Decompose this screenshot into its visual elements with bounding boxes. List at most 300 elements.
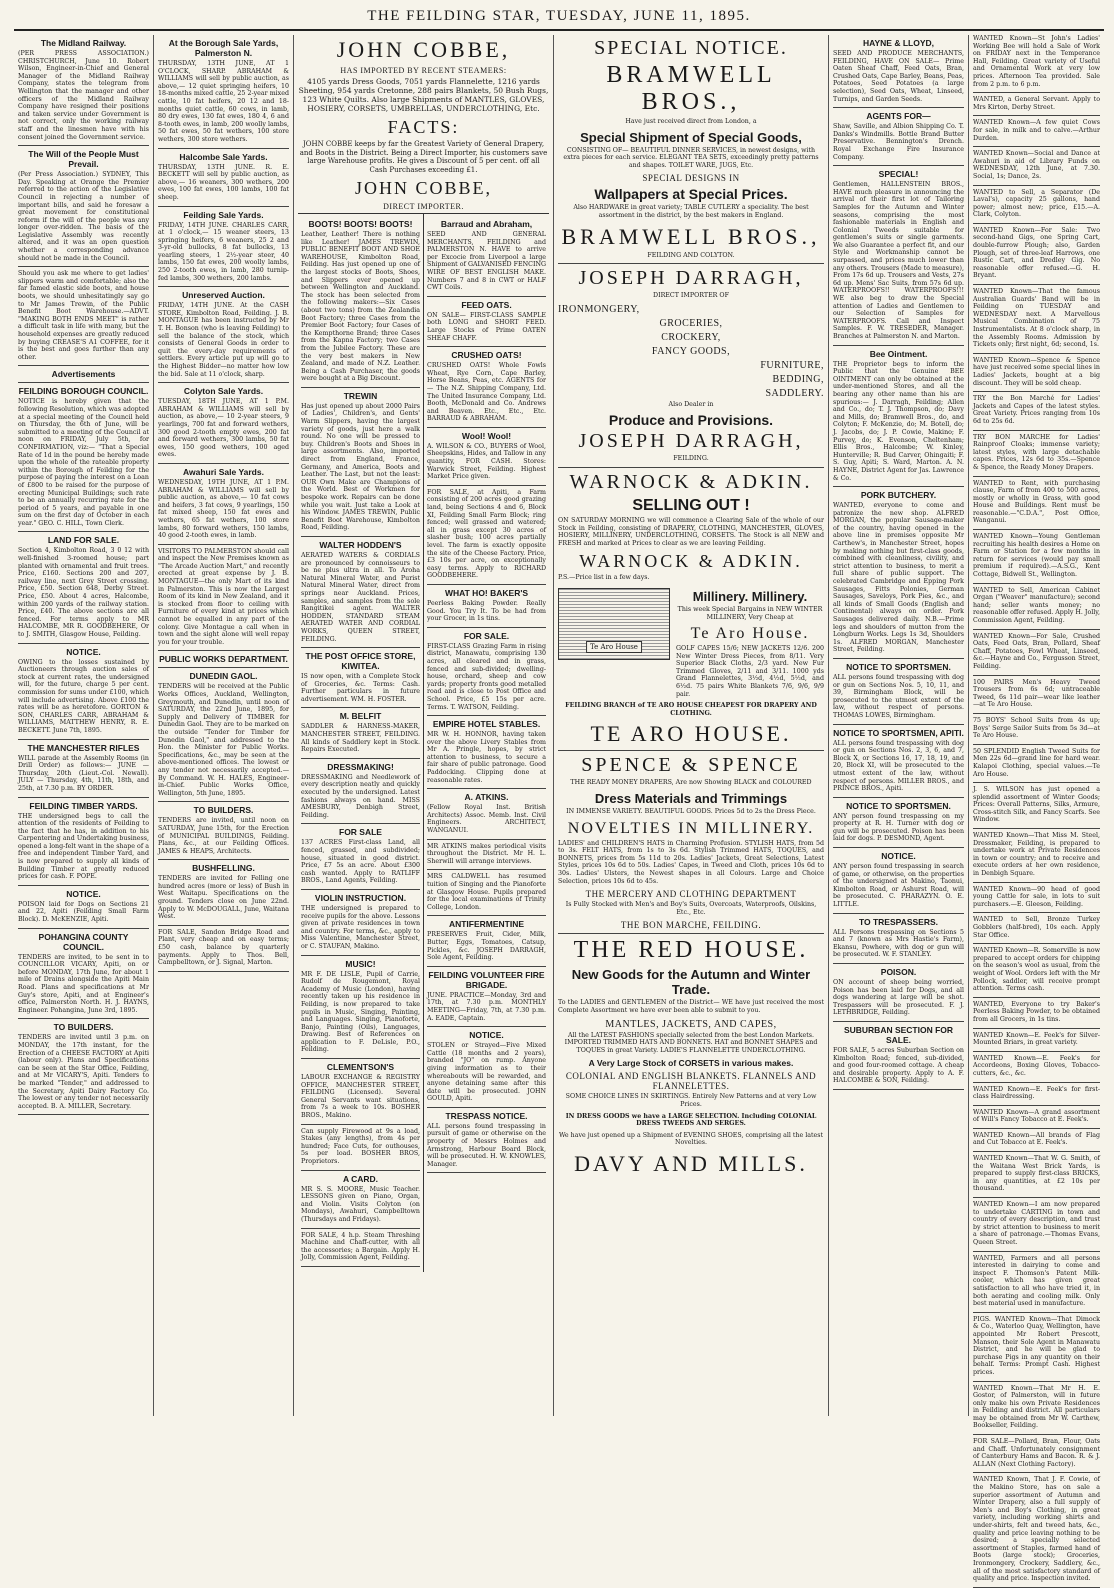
rule — [158, 148, 289, 149]
rule — [973, 1051, 1100, 1052]
wanted-ad: 50 SPLENDID English Tweed Suits for Men 22s 6d—grand line for hard wear. Kalapoi Clothing, special values.—Te Aro House. — [973, 747, 1100, 778]
ad-text: IS now open, with a Complete Stock of Groceries, &c. Terms: Cash. Further particulars in future advertisement. WM. H. FOSTER. — [301, 673, 420, 703]
ad-text: Gentlemen, HALLENSTEIN BROS., HAVE much pleasure in announcing the arrival of their first lot of Tailoring Samples for the Autumn and Winter seasons, comprising the most fashionable materials in English and Colonial Tweeds suitable for gentlemen's suits or single garments. We also Guarantee a perfect fit, and our Style and Workmanship cannot be surpassed, and prices much lower than any others. Trousers (Made to measure), From 17s 6d up. Trousers and Vests, 27s 6d up. Mens' Sac Suits, from 57s 6d up. WATERPROOFS!! WATERPROOFS!!! WE also beg to draw the Special attention of Ladies and Gentlemen to our Selection of Samples for WATERPROOFS. Call and Inspect Samples. F. W. TRESEDER, Manager. Branches at Palmerston N. and Marton. — [833, 181, 964, 340]
ad-heading: FEED OATS. — [461, 299, 512, 310]
ad-text: ANY person found trespassing on my property at R. H. Turner with dog or gun will be prosecuted. Poison has been laid for dogs. P. DESMOND, Agent. — [833, 812, 964, 843]
bramwell-shipment: Special Shipment of Special Goods, — [580, 129, 802, 145]
millinery-heading: Millinery. Millinery. — [692, 588, 808, 604]
ad-text: WANTED, everyone to come and patronize the new shop. ALFRED MORGAN, the popular Sausage-maker of the country, having opened in the above line in premises opposite Mr Carthew's, in Manchester Street, hopes by making nothing but first-class goods, combined with cleanliness, civility, and strict attention to business, to merit a full share of public support. The celebrated Cambridge and Epping Pork Sausages, Fitts Polonies, German Sausages, Saveloys, Pork Pies, &c., and all kinds of Small Goods (English and Continental) always on order. Pork Sausages delivered daily. N.B.—Prime legs and shoulders of mutton from the Longburn Works. Legs 1s 3d, Shoulders 1s. ALFRED MORGAN, Manchester Street, Feilding. — [833, 502, 964, 654]
wanted-ad: WANTED to Sell, American Cabinet Organ ("Weaver" manufacture); second hand; seller wants money; no reasonable offer refused. Apply H. Jolly, Commission Agent, Feilding. — [973, 586, 1100, 624]
rule — [158, 667, 289, 668]
ad-heading: Awahuri Sale Yards. — [183, 466, 264, 477]
wanted-ad: WANTED, Everyone to try Baker's Peerless Baking Powder, to be obtained from all Grocers, in 1s tins. — [973, 1000, 1100, 1023]
column-6 — [969, 35, 1104, 1583]
wanted-ad: WANTED Known—For Sale: Two second-hand Gigs, one Spring Cart, double-furrow Plough; also, Garden Plough, set of three-leaf Harrows, one Rustic Cart, and Dredley Gig. No reasonable offer refused.—G. H. Bryant. — [973, 226, 1100, 280]
wanted-ad: WANTED to Sell, Bronze Turkey Gobblers (half-bred), 10s each. Apply Star Office. — [973, 916, 1100, 939]
rule — [973, 1105, 1100, 1106]
dress-heading: Dress Materials and Trimmings — [594, 791, 788, 807]
rule — [427, 788, 546, 789]
ad-heading: Unreserved Auction. — [182, 290, 265, 301]
rule — [973, 782, 1100, 783]
ad-heading: TREWIN — [343, 390, 378, 401]
rule — [158, 650, 289, 651]
bramwell-hardware: Also HARDWARE in great variety; TABLE CUTLERY a speciality. The best assortment in the district, by the best makers in England. — [573, 204, 809, 219]
rule — [18, 382, 149, 383]
rule — [158, 925, 289, 926]
bramwell-title-2: BRAMWELL BROS., — [561, 223, 821, 249]
ad-heading: FEILDING VOLUNTEER FIRE BRIGADE. — [428, 969, 545, 990]
wanted-ad: WANTED Known—For Sale, Crushed Oats, Feed Oats, Bran, Pollard, Sheaf Chaff, Potatoes, Fowl Wheat, Linseed, &c.—Hayne and Co., Fergusson Street, Feilding. — [973, 632, 1100, 670]
darragh-item: BEDDING, — [772, 373, 824, 385]
ad-text: ALL persons found trespassing with dog or gun on Sections Nos. 5, 10, 11, and 39, Birmingham Block, will be prosecuted to the utmost extent of the law, without respect of persons. THOMAS LOWES, Birmingham. — [833, 673, 964, 719]
rule — [18, 1114, 149, 1115]
te-aro-house-title: Te Aro House. — [690, 625, 810, 643]
rule — [973, 828, 1100, 829]
rule — [973, 1151, 1100, 1152]
darragh-item: IRONMONGERY, — [558, 303, 640, 315]
ad-text: WILL parade at the Assembly Rooms (in Drill Order) as follows:— JUNE — Thursday, 20th (Lieut.-Col. Newall). JULY — Thursday, 4th, 11th, 18th, and 25th, at 7.30 p.m. BY ORDER. — [18, 754, 149, 792]
column-2 — [154, 35, 294, 1416]
engraving-caption: Te Aro House — [586, 641, 642, 653]
spence-title: SPENCE & SPENCE — [581, 754, 801, 777]
wanted-ad: WANTED Known—90 head of good young Cattle for sale, in lots to suit purchasers.—E. Gleeson, Feilding. — [973, 885, 1100, 908]
ad-text: (Per Press Association.) SYDNEY, This Day. Speaking at Orange the Premier referred to the action of the Legislative Council in rejecting a number of important bills, and said he foresaw a great movement for constitutional reform if the will of the people was any longer over-ridden. The basis of the Legislative Assembly was recently altered, and it was an open question whether a corresponding advance should not be made in the Council. — [18, 171, 149, 262]
rule — [833, 1021, 964, 1022]
ad-heading: WALTER HODDEN'S — [319, 539, 402, 550]
ad-text: CRUSHED OATS! Whole Fowls Wheat, Rye Corn, Cape Barley, Horse Beans, Peas, etc. AGENTS for— The N.Z. Shipping Company, Ltd. The United Insurance Company, Ltd. Booth, McDonald and Co. Andrews and Beaven. Etc., Etc., Etc. BARRAUD & ABRAHAM. — [427, 362, 546, 423]
bon-marche: THE BON MARCHE, FEILDING. — [620, 920, 762, 931]
rule — [833, 724, 964, 725]
wanted-ad: WANTED Known—All brands of Flag and Cut Tobacco at E. Feek's. — [973, 1131, 1100, 1147]
rule — [18, 885, 149, 886]
wanted-ad: J. S. WILSON has just opened a splendid assortment of Winter Goods; Prices: Overall Patterns, Silks, Armure, Cross-stitch Silk, and Fancy Scarfs. See Window. — [973, 786, 1100, 824]
rule — [973, 529, 1100, 530]
ad-heading: VIOLIN INSTRUCTION. — [314, 892, 407, 903]
dress-goods-line: IN DRESS GOODS we have a LARGE SELECTION. Including COLONIAL DRESS TWEEDS AND SERGES. — [565, 1112, 817, 1128]
davy-mills-title: DAVY AND MILLS. — [574, 1150, 808, 1176]
ad-heading: WHAT HO! BAKER'S — [444, 587, 529, 598]
column-4 — [554, 35, 829, 1416]
wanted-ad: TRY BON MARCHE for Ladies' Rainproof Cloaks; immense variety; latest styles, with large detachable capes. Prices, 12s 6d to 35s.—Spence & Spence, the Ready Money Drapers. — [973, 433, 1100, 471]
wanted-ad: WANTED, a General Servant. Apply to Mrs Kirton, Derby Street. — [973, 96, 1100, 111]
rule — [301, 387, 420, 388]
skirtings-line: SOME CHOICE LINES IN SKIRTINGS. Entirely New Patterns and at very Low Prices. — [565, 1093, 817, 1108]
novelties-heading: NOVELTIES IN MILLINERY. — [567, 819, 815, 837]
ad-heading: FOR SALE. — [463, 630, 510, 641]
rule — [301, 1124, 420, 1125]
ad-heading: CRUSHED OATS! — [451, 350, 522, 361]
ad-heading: Feilding Sale Yards. — [183, 209, 264, 220]
wanted-ad: WANTED, Farmers and all persons interested in dairying to come and inspect F. Thomson's Patent Milk-cooler, which has given great satisfaction to all who have tried it, in both aerating and cooling milk. Only best material used in manufacture. — [973, 1254, 1100, 1308]
ad-heading: Colyton Sale Yards. — [183, 386, 264, 397]
cobbe-subtitle-2: DIRECT IMPORTER. — [383, 202, 464, 211]
wanted-ad: WANTED to Rent, with purchasing clause, Farm of from 400 to 500 acres, mostly or wholly in Grass, with good House and Buildings. Rent must be reasonable.—"C.D.A.", Post Office, Wanganui. — [973, 479, 1100, 525]
ad-heading: Halcombe Sale Yards. — [179, 151, 268, 162]
ad-text: FOR SALE, 4 h.p. Steam Threshing Machine and Chaff-cutter, with all the accessories; a Bargain. Apply H. Jolly, Commission Agent, Feilding. — [301, 1231, 420, 1262]
rule — [427, 1172, 546, 1173]
wanted-ad: PIGS. WANTED Known—That Dimock & Co., Waterloo Quay, Wellington, have appointed Mr Robert Prescott, Manson, their Sole Agent in Manawatu District, and he will be glad to purchase Pigs in any quantity on their behalf. Terms: Prompt Cash. Highest prices. — [973, 1315, 1100, 1376]
ad-text: TUESDAY, 18TH JUNE, AT 1 P.M. ABRAHAM & WILLIAMS will sell by auction, as above,— 10 2-year steers, 9 yearlings, 700 fat and forward wethers, 300 good 2-tooth empty ewes, 200 fat and forward wethers, 300 lambs, 50 fat ewes, 150 good wethers, 100 aged ewes. — [158, 398, 289, 459]
ad-text: THE undersigned is prepared to receive pupils for the above. Lessons given at private residences in town and country. For terms, &c., apply to Miss Valentine, Manchester Street, or C. STAUFAN, Makino. — [301, 904, 420, 950]
cobbe-subtitle: HAS IMPORTED BY RECENT STEAMERS: — [340, 66, 507, 75]
ad-heading: CLEMENTSON'S — [326, 1062, 395, 1073]
rule — [973, 744, 1100, 745]
column-1 — [14, 35, 154, 1416]
rule — [973, 1197, 1100, 1198]
rule — [301, 758, 420, 759]
bramwell-locations: FEILDING AND COLYTON. — [647, 251, 735, 259]
ad-heading: TO TRESPASSERS. — [858, 916, 939, 927]
corsets-line: A Very Large Stock of CORSETS in various makes. — [588, 1058, 794, 1069]
rule — [427, 839, 546, 840]
ad-heading: TRESPASS NOTICE. — [445, 1110, 528, 1121]
red-house-text: To the LADIES and GENTLEMEN of the District— WE have just received the most Complete Assortment we have ever been able to submit to you. — [558, 999, 824, 1014]
rule — [427, 966, 546, 967]
millinery-text: This week Special Bargains in NEW WINTER MILLINERY, Very Cheap at — [677, 605, 823, 621]
ad-text: THE Proprietor begs to inform the Public that the Genuine BEE OINTMENT can only be obtained at the under-mentioned Stores, and all the bearing any other name than his are spurious:— J. Darragh, Feilding; Allen and Co., do; T. J. Thompson, do; Davy and Mills, do; Bramwell Bros., do, and Colyton; F. McKenzie, do; M. Botell, do; J. Jacobs, do; J. P. Cowie, Makino; F. Purvey, do; K. Evenson, Cheltenham; Ellis Bros., Halcombe; W. Kinley, Hunterville; R. Bud Carver, Ohingaiti; F. S. Guy, Apiti; S. Ward, Marton. A. N. HAYNE, District Agent for Jas. Lawrence & Co. — [833, 360, 964, 482]
rule — [301, 536, 420, 537]
rule — [973, 1028, 1100, 1029]
mantles-heading: MANTLES, JACKETS, AND CAPES, — [605, 1018, 777, 1030]
rule — [833, 847, 964, 848]
ad-heading: ANTIFERMENTINE — [448, 919, 525, 930]
rule — [301, 1228, 420, 1229]
rule — [833, 913, 964, 914]
ad-heading: Advertisements — [51, 369, 116, 380]
rule — [833, 107, 964, 108]
rule — [558, 263, 824, 264]
rule — [973, 92, 1100, 93]
column-3 — [294, 35, 554, 1416]
darragh-title-2: JOSEPH DARRAGH, — [578, 430, 804, 453]
ad-heading: TO BUILDERS. — [53, 1022, 114, 1033]
mercery-text: Is Fully Stocked with Men's and Boy's Suits, Overcoats, Waterproofs, Oilskins, Etc., Etc. — [565, 901, 817, 916]
wanted-ad: WANTED Known—E. Feek's for Silver-Mounted Briars, in great variety. — [973, 1031, 1100, 1047]
ad-heading: SUBURBAN SECTION FOR SALE. — [843, 1024, 954, 1045]
ad-text: PRESERVES Fruit, Cider, Milk, Butter, Eggs, Tomatoes, Catsup, Pickles, &c. JOSEPH DARRAGH, Sole Agent, Feilding. — [427, 931, 546, 962]
ad-text: ALL Persons trespassing on Sections 5 and 7 (known as Mrs Hastie's Farm), Ekansu, Powhere, with dog or gun will be prosecuted. W. F. STANLEY. — [833, 928, 964, 959]
rule — [301, 1266, 420, 1267]
ad-text: FRIDAY, 14TH JUNE. At the CASH STORE, Kimbolton Road, Feilding. J. B. MONTAGUE has been instructed by Mr T. H. Bonson (who is leaving Feilding) to sell the balance of the stock, which consists of General Goods in order to quit the every-day requirements of settlers. Every article put up will go to the Highest Bidder—no matter how low the bid. Sale at 11 o'clock, sharp. — [158, 302, 289, 378]
rule — [973, 476, 1100, 477]
wanted-ad: WANTED Known—R. Somerville is now prepared to accept orders for chipping on the season's wool as usual, from the weight of Wool. Orders left with the Mr Pollock, saddler, will receive prompt attention. Terms cash. — [973, 947, 1100, 993]
te-aro-house-engraving — [558, 588, 670, 660]
rule — [833, 486, 964, 487]
te-aro-block — [558, 586, 824, 702]
ad-text: SADDLER & HARNESS-MAKER, MANCHESTER STREET, FEILDING. All kinds of Saddlery kept in Stock. Repairs Executed. — [301, 723, 420, 754]
rule — [18, 531, 149, 532]
ad-text: MR F. DE LISLE, Pupil of Carrie, Rudolf de Rougemont, Royal Academy of Music (London), having recently taken up his residence in Feilding, is now prepared to take pupils in Music, Singing, Painting, and Languages. Singing, Pianoforte, Banjo, Painting (Oils), Languages, Drawing. Best of References on application to F. DeLisle, P.O., Feilding. — [301, 970, 420, 1054]
rule — [158, 206, 289, 207]
rule — [973, 713, 1100, 714]
rule — [18, 365, 149, 366]
masthead: THE FEILDING STAR, TUESDAY, JUNE 11, 1895. — [14, 6, 1104, 31]
rule — [973, 353, 1100, 354]
rule — [973, 1381, 1100, 1382]
rule — [18, 145, 149, 146]
ad-heading: FOR SALE — [339, 827, 382, 838]
ad-text: ANY person found trespassing in search of game, or otherwise, on the properties of the undersigned at Makino, Taonui, Kimbolton Road, or Ashurst Road, will be prosecuted. C. PHARAZYN. O. E. LITTLE. — [833, 863, 964, 909]
ad-text: WEDNESDAY, 19TH JUNE, AT 1 P.M. ABRAHAM & WILLIAMS will sell by public auction, as above,— 10 fat cows and heifers, 3 fat cows, 9 yearlings, 150 fat mixed sheep, 150 fat ewes and wethers, 65 fat wethers, 100 store lambs, 80 forward wethers, 150 lambs, 40 good 2-tooth ewes, in lamb. — [158, 478, 289, 540]
rule — [973, 629, 1100, 630]
column-3-split — [298, 213, 549, 1272]
ad-text: AERATED WATERS & CORDIALS are pronounced by connoisseurs to be ne plus ultra in all. To Aroha Natural Mineral Water, and Purist Natural Mineral Water, direct from springs near Auckland. Prices, samples, and samples from the sole Rangitikei agent. WALTER HODDEN, STANDARD STEAM AERATED WATER AND CORDIAL WORKS, QUEEN STREET, FEILDING. — [301, 551, 420, 643]
ad-text: JUNE. PRACTICE—Monday, 3rd and 17th, at 7.30 p.m. MONTHLY MEETING—Friday, 7th, at 7.30 p.m. A. EADE, Captain. — [427, 991, 546, 1022]
rule — [301, 823, 420, 824]
rule — [973, 284, 1100, 285]
ad-text: FOR SALE, 5 acres Suburban Section on Kimbolton Road; fenced, sub-divided, and good four-roomed cottage. A cheap and desirable property. Apply to A. F. HALCOMBE & SON, Feilding. — [833, 1046, 964, 1085]
ad-text: Should you ask me where to get ladies' slippers warm and comfortable; also the far famed elastic side boots, and house boots, we should unhesitatingly say go to Mr James Trewin, of the Public Benefit Boot Warehouse.—ADVT. "MAKING BOTH ENDS MEET" is rather a difficult task in life with many, but the household expenses are greatly reduced by buying CREASE'S A1 COFFEE, for it is the best and goes further than any other. — [18, 270, 149, 361]
rule — [18, 266, 149, 267]
darragh-item: SADDLERY. — [765, 387, 824, 399]
rule — [973, 185, 1100, 186]
rule — [558, 750, 824, 751]
ad-text: Has just opened up about 2000 Pairs of Ladies', Children's, and Gents' Warm Slippers, having the largest variety of goods, just here a walk round. No one will be pressed to buy. Children's Boots and Shoes in large assortments. Also, imported direct from England, France, Germany, and America, Boots and Leather. The Last, but not the least: OUR Own Make are Champions of the World. Best of Workmen for bespoke work. Repairs can be done while you wait. Just take a Look at his Window. JAMES TREWIN, Public Benefit Boot Warehouse, Kimbolton Road, Feilding. — [301, 402, 420, 532]
ad-heading: NOTICE. — [881, 851, 916, 862]
ad-text: MR ATKINS makes periodical visits throughout the District. Mr H. L. Sherwill will arrange interviews. — [427, 842, 546, 865]
wanted-ad: WANTED Known—A few quiet Cows for sale, in milk and to calve.—Arthur Durden. — [973, 119, 1100, 142]
cobbe-items: 4105 yards Dress Goods, 7051 yards Flannelette, 1216 yards Sheeting, 954 yards Cretonne, 288 pairs Blankets, 50 Bush Rugs, 123 White Quilts. Also large Shipments of MANTLES, GLOVES, HOSIERY, CORSETS, UMBRELLAS, UNDERCLOTHING, Etc. — [298, 77, 549, 113]
ad-heading: TO BUILDERS. — [193, 805, 254, 816]
darragh-item: FANCY GOODS, — [651, 345, 731, 357]
ad-text: MR W. H. HONNOR, having taken over the above Livery Stables from Mr A. Pringle, hopes, by strict attention to business, to secure a fair share of public patronage. Good Paddocking. Clipping done at reasonable rates. — [427, 731, 546, 784]
ad-heading: SPECIAL! — [878, 169, 919, 180]
columns — [14, 31, 1104, 1583]
ad-text: TENDERS are invited, to be sent in to COUNCILLOR VICARY, Apiti, on or before MONDAY, 17th June, for about 1 mile of Drains alongside the Apiti Main Road. Plans and specifications at Mr Guy's store, Apiti, and at Engineer's office, Palmerston North. H. J. HAYNS, Engineer. Pohangina, June 3rd, 1895. — [18, 953, 149, 1014]
column-5 — [829, 35, 969, 1416]
mercery-heading: THE MERCERY AND CLOTHING DEPARTMENT — [585, 889, 797, 900]
rule — [973, 1251, 1100, 1252]
wanted-ad: WANTED Known, That J. F. Cowie, of the Makino Store, has on sale a superior assortment of Autumn and Winter Drapery, also a full supply of Men's and Boy's Clothing, in great variety, including working shirts and under-shirts, felt and tweed hats, &c., quality and price leaving nothing to be desired; a specially selected assortment of Staples, farmed hand of Boots (large stock); Groceries, Ironmongery, Crockery, Saddlery, &c., all of the most satisfactory standard of quality and price. Inspection invited. — [973, 1476, 1100, 1583]
rule — [158, 859, 289, 860]
rule — [427, 296, 546, 297]
rule — [973, 146, 1100, 147]
rule — [833, 345, 964, 346]
warnock-text: ON SATURDAY MORNING we will commence a Clearing Sale of the whole of our Stock in Feilding, consisting of DRAPERY, CLOTHING, MANCHESTER, GLOVES, HOSIERY, MILLINERY, UNDERCLOTHING, CORSETS. The Stock is all NEW and FRESH and marked at Prices to clear as we are leaving Feilding. — [558, 516, 824, 547]
wanted-ad: WANTED Known—Social and Dance at Awahuri in aid of Library Funds on WEDNESDAY, 12th June, at 7.30. Social, 1s; Dance, 2s. — [973, 150, 1100, 180]
feilding-branch: FEILDING BRANCH of TE ARO HOUSE CHEAPEST FOR DRAPERY AND CLOTHING. — [565, 702, 817, 717]
rule — [427, 584, 546, 585]
rule — [427, 1107, 546, 1108]
bramwell-goods: CONSISTING OF— BEAUTIFUL DINNER SERVICES, in newest designs, with extra pieces for each service. ELEGANT TEA SETS, exceedingly pretty patterns and shapes. TOILET WARE, JUGS, Etc. — [563, 146, 819, 169]
wanted-ad: WANTED Known—That the famous Australian Guards' Band will be in Feilding on TUESDAY and WEDNESDAY next. A Marvellous Musical Combination of 75 Instrumentalists. At 8 o'clock sharp, in the Assembly Rooms. Admission by Tickets only; first night, 6d; second, 1s. — [973, 288, 1100, 349]
wanted-ad: WANTED Known—That Miss M. Steel, Dressmaker, Feilding, is prepared to undertake work at Private Residences in town or country; and to receive and execute orders at her own residence, in Denbigh Square. — [973, 832, 1100, 878]
rule — [18, 1018, 149, 1019]
rule — [158, 463, 289, 464]
colonial-line: COLONIAL AND ENGLISH BLANKETS. FLANNELS AND FLANNELETTES. — [565, 1071, 817, 1092]
ad-text: THURSDAY, 13TH JUNE. R. E. BECKETT will sell by public auction, as above,— 16 weaners, 300 wethers, 200 ewes, 100 fat ewes, 100 lambs, 100 fat sheep. — [158, 163, 289, 201]
wanted-ad: 75 BOYS' School Suits from 4s up; Boys' Serge Sailor Suits from 5s 3d—at Te Aro House. — [973, 716, 1100, 740]
new-goods-heading: New Goods for the Autumn and Winter Trade. — [571, 967, 811, 998]
ad-heading: FEILDING TIMBER YARDS. — [29, 800, 138, 811]
wallpapers-heading: Wallpapers at Special Prices. — [594, 186, 788, 203]
ad-heading: Wool! Wool! — [461, 430, 512, 441]
ad-heading: NOTICE. — [469, 1030, 504, 1041]
ad-heading: A. ATKINS. — [464, 792, 509, 803]
ad-text: SEED AND PRODUCE MERCHANTS, FEILDING, HAVE ON SALE— Prime Oaten Sheaf Chaff, Feed Oats, Bran, Crushed Oats, Cape Barley, Beans, Peas, Potatoes, Seed Potatoes (a large selection), Seed Oats, Wheat, Linseed, Turnips, and Garden Seeds. — [833, 50, 964, 103]
cobbe-title-2: JOHN COBBE, — [354, 178, 492, 198]
ad-heading: POHANGINA COUNTY COUNCIL. — [38, 931, 129, 952]
rule — [301, 955, 420, 956]
wanted-ad: WANTED to Sell, a Separator (De Laval's), capacity 25 gallons, hand power; almost new; price, £15.—A. Clark, Colyton. — [973, 188, 1100, 219]
rule — [973, 115, 1100, 116]
rule — [18, 739, 149, 740]
rule — [158, 971, 289, 972]
rule — [973, 430, 1100, 431]
wanted-ad: TRY the Bon Marché for Ladies' Jackets and Capes of the latest styles. Great Variety. Prices ranging from 10s 6d to 25s 6d. — [973, 395, 1100, 425]
rule — [427, 427, 546, 428]
rule — [427, 869, 546, 870]
rule — [973, 1472, 1100, 1473]
ad-heading: NOTICE. — [66, 888, 101, 899]
rule — [833, 963, 964, 964]
column-3-left — [298, 214, 424, 1272]
rule — [973, 943, 1100, 944]
ad-heading: Barraud and Abraham, — [440, 219, 533, 229]
ad-text: THE undersigned begs to call the attention of the residents of Feilding to the fact that he has, in addition to his Carpentering and Undertaking business, opened a long-felt want in the shape of a free and independent Timber Yard, and is now prepared to supply all kinds of Building Timber at greatly reduced prices for cash. F. POPE. — [18, 812, 149, 881]
rule — [158, 544, 289, 545]
special-designs: SPECIAL DESIGNS IN — [642, 173, 740, 184]
ad-heading: Bee Ointment. — [869, 348, 928, 359]
darragh-also: Also Dealer in — [668, 400, 714, 408]
facts-text: JOHN COBBE keeps by far the Greatest Variety of General Drapery, and Boots in the District. Being a Direct Importer, his customers save large Warehouse profits. He gives a Discount of 5 per cent. off all Cash Purchases exceeding £1. — [299, 140, 548, 174]
column-3-right — [424, 214, 549, 1272]
ad-text: FOR SALE, at Apiti, a Farm consisting of 200 acres good grazing land, being Sections 4 and 6, Block XI, Feilding Small Farm Block; ring fenced; well grassed and watered; all in grass except 30 acres of slasher bush; 100 acres partially level. The farm is exactly opposite the site of the Cheese Factory. Price, £3 10s per acre, on exceptionally easy terms. Apply to RICHARD GOODBEHERE. — [427, 488, 546, 580]
ad-text: SEED AND GENERAL MERCHANTS, FEILDING and PALMERSTON N. HAVE to arrive per Excocie from Liverpool a large Shipment of GALVANISED FENCING WIRE OF BEST ENGLISH MAKE. Numbers 7 and 8 in CWT or HALF CWT Coils. — [427, 231, 546, 292]
warnock-title-2: WARNOCK & ADKIN. — [579, 551, 803, 572]
ad-text: NOTICE is hereby given that the following Resolution, which was adopted at a special meeting of the Council held on Thursday, the 6th of June, will be submitted to a meeting of the Council at noon on FRIDAY, July 5th, for CONFIRMATION, viz:— "That a Special Rate of 1d in the pound be hereby made upon the whole of the rateable property within the Borough of Feilding for the purpose of paying the interest on a Loan of £800 to be raised for the purpose of erecting Municipal Buildings; such rate to be an annually recurring rate for the period of 5 years, and payable in one sum on the first day of October in each year." GEO. C. HILL, Town Clerk. — [18, 398, 149, 527]
rule — [833, 165, 964, 166]
rule — [301, 889, 420, 890]
rule — [973, 1082, 1100, 1083]
wanted-ad: WANTED Known—That Mr H. E. Gostor, of Palmerston, will in future only make his own Private Residences in Feilding and district. All particulars may be obtained from Mr W. Carthew, Bookseller, Feilding. — [973, 1384, 1100, 1430]
rule — [427, 627, 546, 628]
ad-heading: The Midland Railway. — [40, 38, 127, 48]
darragh-item: GROCERIES, — [659, 317, 723, 329]
ad-heading: At the Borough Sale Yards, Palmerston N. — [168, 38, 279, 58]
ad-text: TENDERS are invited until 3 p.m. on MONDAY, the 17th instant, for the Erection of a CHEESE FACTORY at Apiti (labour only). Plans and Specifications can be seen at the Star Office, Feilding, and at Mr VICARY'S, Apiti. Tenders to be marked "Tender," and addressed to the Secretary, Apiti Dairy Factory Co. The lowest or any tender not necessarily accepted. B. A. MILLER, Secretary. — [18, 1034, 149, 1110]
ad-text: DRESSMAKING and Needlework of every description neatly and quickly executed by the undersigned. Latest fashions always on hand. MISS AMESBURY, Denbigh Street, Feilding. — [301, 773, 420, 819]
darragh-items — [558, 304, 824, 399]
ad-heading: MUSIC! — [345, 958, 376, 969]
ad-text: TENDERS are invited, until noon on SATURDAY, June 15th, for the Erection of MUNICIPAL BUILDINGS, Feilding. Plans, &c., at our Feilding Offices. JAMES & HEAPS, Architects. — [158, 817, 289, 855]
ad-heading: EMPIRE HOTEL STABLES. — [432, 719, 541, 730]
novelties-text: LADIES' and CHILDREN'S HATS in Charming Profusion. STYLISH HATS, from 5d to 3s. FELT HATS, from 1s to 3s 6d. Stylish Trimmed HATS, TOQUES, and BONNETS, prices from 5s 11d to 20s. Ladies' Jackets, Great Selections, Latest Styles, prices 10s 6d to 50s. Ladies' Capes, in Tweed and Cloth, prices 10s 6d to 30s. Ladies' Ulsters, the Newest shapes in all Colours. Large and Choice Selection, prices 10s 6d to 45s. — [558, 839, 824, 885]
ad-text: ALL persons found trespassing in pursuit of game or otherwise on the property of Messrs Holmes and Armstrong, Harbour Board Block, will be prosecuted. H. W. KNOWLES, Manager. — [427, 1122, 546, 1168]
rule — [973, 1128, 1100, 1129]
ad-text: (Fellow Royal Inst. British Architects) Assoc. Memb. Inst. Civil Engineers. ARCHITECT, WANGANUI. — [427, 804, 546, 835]
rule — [427, 715, 546, 716]
rule — [301, 1170, 420, 1171]
evening-shoes-line: We have just opened up a Shipment of EVENING SHOES, comprising all the latest Novelties. — [558, 1131, 824, 1147]
ad-text: POISON laid for Dogs on Sections 21 and 22, Apiti (Feilding Small Farm Block). D. McKENZIE, Apiti. — [18, 900, 149, 924]
dress-subtitle: IN IMMENSE VARIETY. BEAUTIFUL GOODS. Prices 5d to 2s the Dress Piece. — [566, 808, 816, 816]
warnock-ps: P.S.—Price list in a few days. — [558, 574, 650, 582]
darragh-item: CROCKERY, — [661, 331, 721, 343]
rule — [973, 912, 1100, 913]
rule — [18, 797, 149, 798]
ad-heading: NOTICE TO SPORTSMEN. — [846, 800, 951, 811]
rule — [158, 286, 289, 287]
ad-text: Peerless Baking Powder. Really Good. You Try It. To be had from your Grocer, in 1s tins. — [427, 599, 546, 623]
darragh-subtitle: DIRECT IMPORTER OF — [653, 292, 729, 300]
rule — [973, 223, 1100, 224]
ad-text: OWING to the losses sustained by Auctioneers through auction sales of stock at current rates, the undersigned will, for the future, charge 5 per cent. commission for sums under £100, which will include advertising. Above £100 the rates will be as heretofore. GORTON & SON, CHARLES CARR, ABRAHAM & WILLIAMS, MATTHEW HENRY, R. E. BECKETT. June 7th, 1895. — [18, 658, 149, 734]
ad-text: TENDERS will be received at the Public Works Offices, Auckland, Wellington, Greymouth, and Dunedin, until noon of SATURDAY, the 22nd June, 1895, for Supply and Delivery of TIMBER for Dunedin Gaol. They are to be marked on the outside "Tender for Timber for Dunedin Gaol," and addressed to the Hon. the Minister for Public Works. Specifications, &c., may be seen at the above-mentioned offices. The lowest or any tender not necessarily accepted.—By Command. W. H. HALES, Engineer-in-Chief. Public Works Office, Wellington, 5th June, 1895. — [158, 683, 289, 797]
ad-text: THURSDAY, 13TH JUNE, AT 1 O'CLOCK, SHARP. ABRAHAM & WILLIAMS will sell by public auction, as above,— 12 quiet springing heifers, 10 18-months mixed cattle, 25 2-year mixed cattle, 10 fat heifers, 20 12 and 18-months quiet cattle, 60 cows, in lamb, 80 dry ewes, 130 fat ewes, 180 4, 6 and 8-tooth ewes, in lamb, 200 woolly lambs, 50 fat ewes, 50 fat wethers, 100 store wethers, 300 store wethers. — [158, 60, 289, 143]
ad-heading: NOTICE TO SPORTSMEN. — [846, 661, 951, 672]
rule — [973, 391, 1100, 392]
rule — [427, 915, 546, 916]
ad-heading: DRESSMAKING! — [327, 761, 394, 772]
bramwell-title: BRAMWELL BROS., — [606, 62, 776, 115]
rule — [301, 707, 420, 708]
ad-text: MR S. S. MOORE, Music Teacher. LESSONS given on Piano, Organ, and Violin. Visits Colyton (on Mondays), Awahuri, Campbelltown (Thursdays and Fridays). — [301, 1185, 420, 1223]
ad-heading: AGENTS FOR— — [866, 111, 931, 122]
rule — [301, 647, 420, 648]
rule — [558, 467, 824, 468]
ad-text: LABOUR EXCHANGE & REGISTRY OFFICE, MANCHESTER STREET, FEILDING (Licensed). Several General Servants want situations, from 7s a week to 10s. BOSHER BROS., Makino. — [301, 1074, 420, 1120]
wanted-ad: WANTED Known—St John's Ladies' Working Bee will hold a Sale of Work on FRIDAY next in the Temperance Hall, Feilding. Great variety of Useful and Ornamental Work at very low prices. Afternoon Tea provided. Sale from 2 p.m. to 6 p.m. — [973, 35, 1100, 88]
ad-heading: M. BELFIT — [339, 711, 382, 722]
ad-text: TENDERS are invited for Felling one hundred acres (more or less) of Bush in West Waitapu. Specifications on the ground. Tenders close on June 22nd. Apply to W. McDOUGALL, June, Waitana West. — [158, 875, 289, 921]
ad-text: A. WILSON & CO., BUYERS of Wool, Sheepskins, Hides, and Tallow in any quantity, FOR CASH. Stores: Warwick Street, Feilding. Highest Market Price given. — [427, 442, 546, 481]
ad-heading: BOOTS! BOOTS! BOOTS! — [308, 219, 413, 229]
wanted-ad: WANTED Known—E. Feek's for Accordeons, Boxing Gloves, Tobacco-cutters, &c., &c. — [973, 1054, 1100, 1077]
rule — [158, 382, 289, 383]
wanted-ad: WANTED Known—E. Feek's for first-class Hairdressing. — [973, 1085, 1100, 1101]
rule — [973, 675, 1100, 676]
rule — [301, 1058, 420, 1059]
ad-text: 137 ACRES First-class Land, all fenced, grassed, and subdivided; house, situated in good district. Price, £7 5s an acre. About £300 cash wanted. Apply to RATLIFF BROS., Land Agents, Feilding. — [301, 839, 420, 885]
spence-subtitle: THE READY MONEY DRAPERS, Are now Showing BLACK and COLOURED — [570, 779, 812, 787]
rule — [833, 1089, 964, 1090]
rule — [973, 1434, 1100, 1435]
ad-text: ON account of sheep being worried, Poison has been laid for Dogs, and all dogs wandering at large will be shot. Trespassers will be prosecuted. F. J. LETHBRIDGE, Feilding. — [833, 979, 964, 1017]
wanted-ad: WANTED Known—A grand assortment of Will's Fancy Tobacco at E. Feek's. — [973, 1108, 1100, 1124]
ad-text: Shaw, Saville, and Albion Shipping Co. T. Danks's Windmills. Bottle Brand Butter Preservative. Bennington's Drench. Royal Exchange Fire Insurance Company. — [833, 123, 964, 161]
ad-text: Section 4, Kimbolton Road, 3 0 12 with well-finished 3-roomed house; part planted with ornamental and fruit trees. Price, £160. Sections 200 and 207, railway line, next Grey Street crossing. Price, £50. Section 648, Derby Street. Price, £50. About 4 acres, Halcombe, within 200 yards of the railway station. Price, £40. The above sections are all fenced. For terms apply to MR HALCOMBE, MR R. GOODBEHERE, Or to J. SMITH, Glasgow House, Feilding. — [18, 547, 149, 638]
rule — [427, 1026, 546, 1027]
ad-heading: HAYNE & LLOYD, — [862, 38, 934, 48]
warnock-title: WARNOCK & ADKIN. — [569, 470, 813, 493]
ad-text: FOR SALE, Sandon Bridge Road and Plant, very cheap and on easy terms; £50 cash, balance by quarterly payments. Apply to Thos. Bell, Campbelltown, or J. Signal, Marton. — [158, 928, 289, 967]
rule — [427, 485, 546, 486]
ad-text: Can supply Firewood at 9s a load, Stakes (any lengths), from 4s per hundred; Face Cuts, for outhouses, 5s per load. BOSHER BROS, Proprietors. — [301, 1127, 420, 1165]
ad-heading: NOTICE. — [66, 646, 101, 657]
ad-heading: FEILDING BOROUGH COUNCIL. — [18, 386, 149, 397]
bramwell-intro: Have just received direct from London, a — [625, 118, 757, 125]
ad-text: ALL persons found trespassing with dog or gun on Sections Nos. 2, 3, 6, and 7, Block X, or Sections 16, 17, 18, 19, and 20, Block XI, will be prosecuted to the utmost extent of the law, without respect of persons. MILLER BROS., and PRINCE BROS., Apiti. — [833, 739, 964, 793]
darragh-title: JOSEPH DARRAGH, — [578, 267, 804, 290]
special-notice: SPECIAL NOTICE. — [594, 37, 788, 59]
te-aro-big: TE ARO HOUSE. — [590, 721, 792, 747]
ad-text: ON SALE— FIRST-CLASS SAMPLE both LONG and SHORT FEED. Large Stocks of Prime OATEN SHEAF CHAFF. — [427, 311, 546, 342]
rule — [973, 1312, 1100, 1313]
rule — [973, 882, 1100, 883]
ad-text: (PER PRESS ASSOCIATION.) CHRISTCHURCH, June 10. Robert Wilson, Engineer-in-Chief and General Manager of the Midland Railway Company, states the telegram from Wellington that the manager and other officers of the Midland Railway Company have resigned their positions and taken service under Government is not correct, only the working railway staff and the linesmen have with his consent joined the Government service. — [18, 50, 149, 141]
darragh-location: FEILDING. — [673, 455, 709, 463]
ad-heading: BUSHFELLING. — [192, 863, 255, 874]
ad-heading: POISON. — [880, 967, 917, 977]
ad-heading: PUBLIC WORKS DEPARTMENT. — [159, 654, 288, 665]
rule — [18, 643, 149, 644]
ad-heading: LAND FOR SALE. — [47, 535, 120, 546]
rule — [427, 346, 546, 347]
ad-heading: The Will of the People Must Prevail. — [28, 149, 139, 170]
facts-heading: FACTS: — [387, 117, 460, 137]
selling-out: SELLING OUT ! — [632, 496, 750, 514]
